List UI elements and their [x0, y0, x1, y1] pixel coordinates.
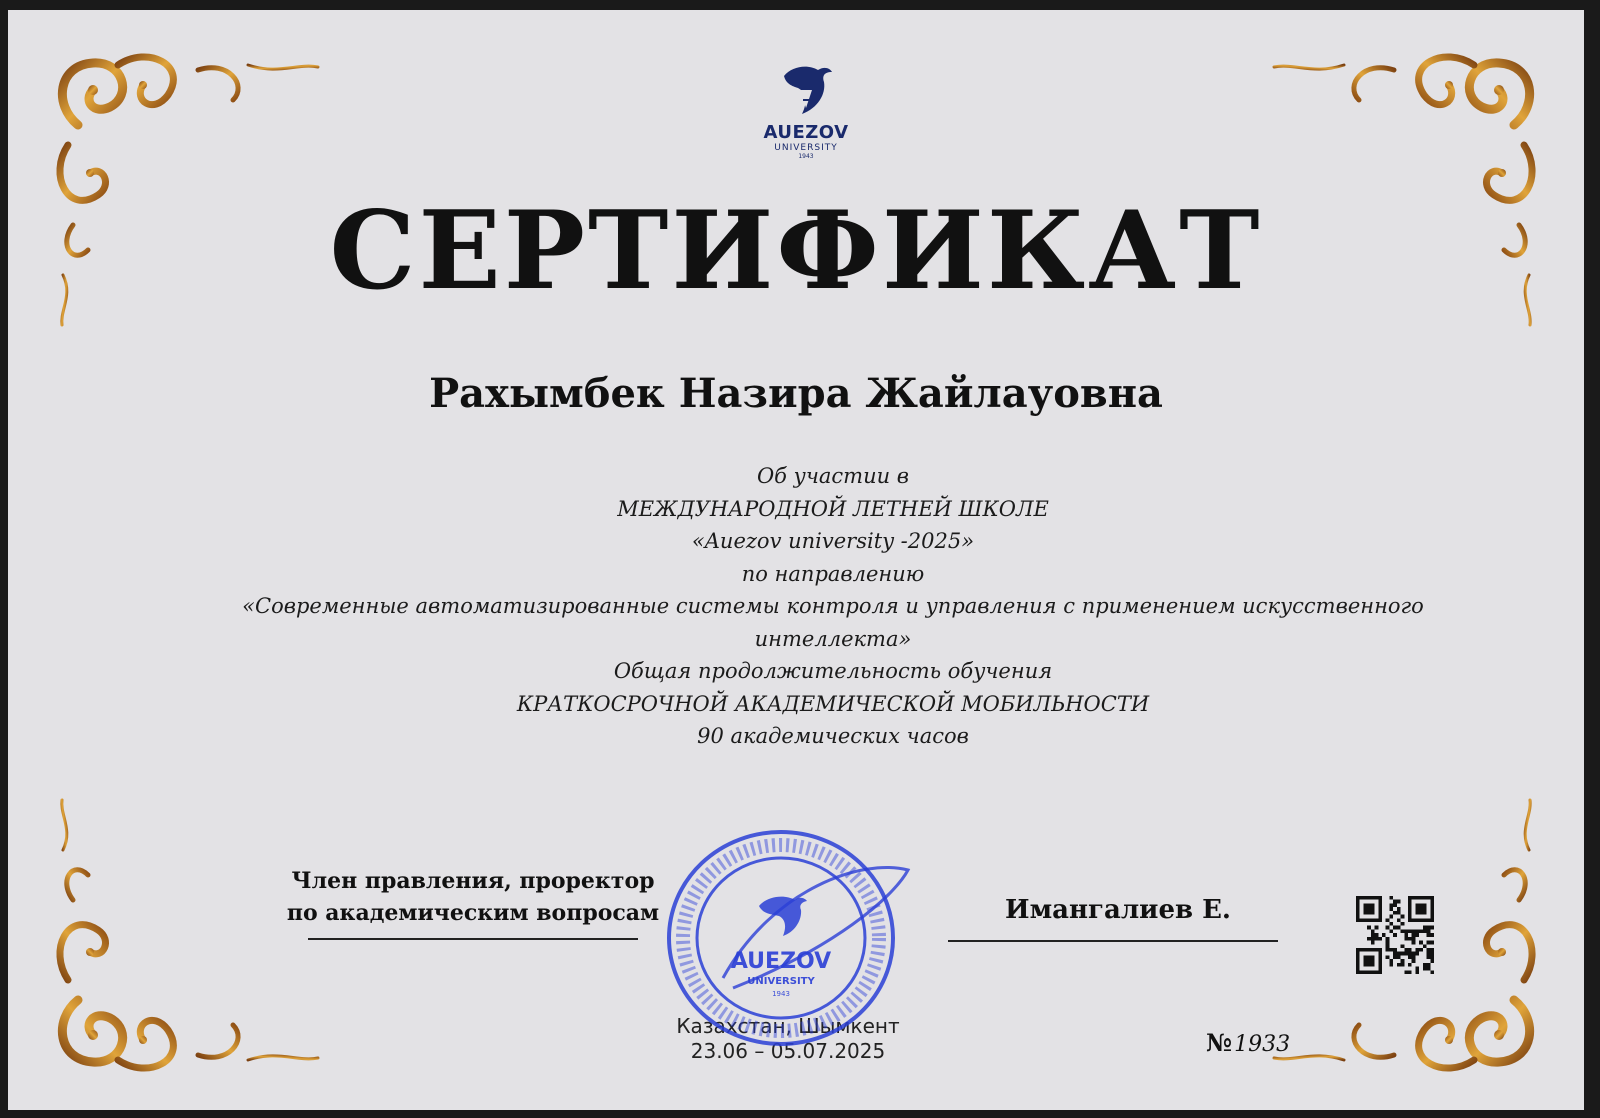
corner-ornament-bottom-left: [48, 780, 338, 1080]
signatory-role-line-1: Член правления, проректор: [291, 868, 655, 894]
certificate-number: [1206, 1028, 1290, 1057]
official-stamp: [663, 828, 913, 1048]
logo-year: 1943: [798, 153, 814, 160]
stamp-center-text: AUEZOV: [730, 949, 832, 974]
body-line-9: 90 академических часов: [697, 724, 969, 748]
university-logo: [746, 62, 866, 160]
certificate-body: [208, 460, 1458, 753]
signature-line-left: [308, 938, 638, 940]
body-line-3: «Auezov university -2025»: [691, 529, 975, 553]
body-line-1: Об участии в: [756, 464, 910, 488]
qr-code: [1356, 896, 1434, 974]
place: Казахстан, Шымкент: [676, 1014, 900, 1038]
signatory-role: [278, 865, 668, 929]
stamp-center-sub: UNIVERSITY: [747, 976, 815, 987]
body-line-5: «Современные автоматизированные системы контроля и управления с применением искусственного: [242, 594, 1424, 618]
signature-line-right: [948, 940, 1278, 942]
body-line-6: интеллекта»: [754, 626, 912, 651]
signatory-role-line-2: по академическим вопросам: [286, 900, 660, 926]
body-line-8: КРАТКОСРОЧНОЙ АКАДЕМИЧЕСКОЙ МОБИЛЬНОСТИ: [516, 691, 1150, 716]
number-label: №: [1206, 1028, 1233, 1057]
body-line-4: по направлению: [741, 561, 925, 586]
logo-name: AUEZOV: [763, 122, 849, 143]
certificate-sheet: [8, 10, 1584, 1110]
body-line-2: МЕЖДУНАРОДНОЙ ЛЕТНЕЙ ШКОЛЕ: [617, 496, 1049, 521]
signatory-name: Имангалиев Е.: [1005, 895, 1231, 925]
logo-sub: UNIVERSITY: [774, 143, 838, 153]
number-value: 1933: [1234, 1032, 1291, 1057]
stamp-center-year: 1943: [772, 990, 790, 998]
eagle-logo-icon: [778, 62, 834, 118]
dates: 23.06 – 05.07.2025: [690, 1039, 886, 1063]
certificate-title: СЕРТИФИКАТ: [329, 188, 1263, 314]
body-line-7: Общая продолжительность обучения: [613, 659, 1053, 683]
recipient-name: Рахымбек Назира Жайлауовна: [429, 370, 1163, 417]
